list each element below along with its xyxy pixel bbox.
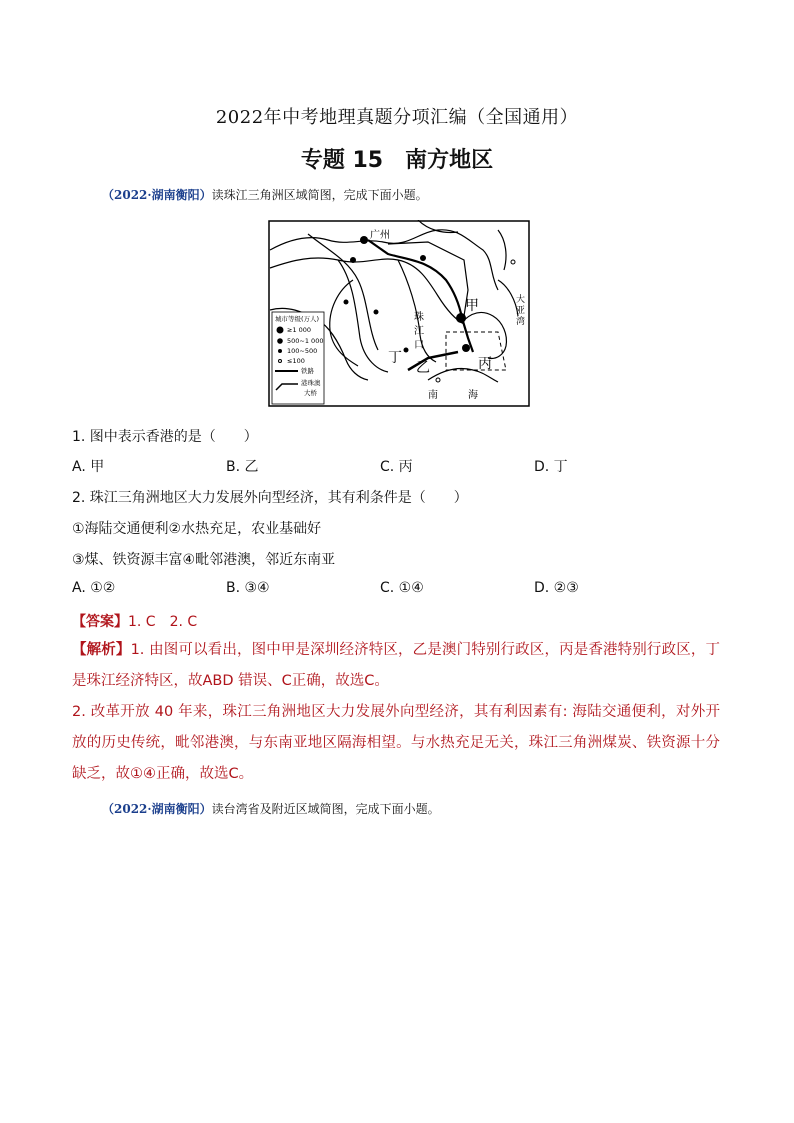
answer-label: 【答案】 — [72, 614, 128, 630]
pearl-river-delta-map — [268, 220, 530, 407]
intro-text: 读珠江三角洲区域简图，完成下面小题。 — [211, 188, 428, 202]
document-title: 2022年中考地理真题分项汇编（全国通用） — [215, 107, 579, 128]
question-1-stem: 1. 图中表示香港的是（ ） — [72, 429, 258, 445]
analysis-paragraph-2: 2. 改革开放 40 年来，珠江三角洲地区大力发展外向型经济，其有利因素有: 海陆交通便利，对外开放的历史传统，毗邻港澳，与东南亚地区隔海相望。与水热充足无关，珠江三角洲煤炭、铁资源十分缺乏，故①④正确，故选C。 — [72, 704, 720, 782]
label-yi: 乙 — [416, 360, 430, 376]
label-zhu: 珠 — [414, 312, 424, 323]
analysis-label: 【解析】 — [72, 642, 131, 658]
label-hai: 海 — [468, 390, 478, 401]
label-bing: 丙 — [478, 356, 492, 372]
label-wan: 湾 — [516, 317, 526, 327]
label-ya: 亚 — [516, 306, 526, 316]
intro-text-2: 读台湾省及附近区域简图，完成下面小题。 — [211, 802, 440, 816]
legend-bridge-1: 港珠澳 — [301, 379, 321, 387]
q1-option-c: C. 丙 — [380, 459, 413, 475]
q2-option-b: B. ③④ — [226, 580, 270, 596]
analysis-text-1: 1. 由图可以看出，图中甲是深圳经济特区，乙是澳门特别行政区，丙是香港特别行政区，丁是珠江经济特区，故ABD 错误、C正确，故选C。 — [72, 642, 720, 689]
label-jia: 甲 — [465, 298, 479, 314]
legend-title: 城市等级(万人) — [275, 315, 320, 323]
label-ding: 丁 — [388, 350, 402, 366]
legend-bridge-2: 大桥 — [304, 389, 317, 397]
q1-option-d: D. 丁 — [534, 459, 568, 475]
answer-text: 1. C 2. C — [128, 614, 198, 630]
q2-option-d: D. ②③ — [534, 580, 579, 596]
label-guangzhou: 广州 — [370, 230, 390, 241]
label-jiang: 江 — [414, 326, 424, 337]
q1-option-b: B. 乙 — [226, 459, 259, 475]
q2-option-c: C. ①④ — [380, 580, 424, 596]
legend-item-4: ≤100 — [287, 357, 305, 365]
legend-item-3: 100~500 — [287, 347, 318, 355]
topic-title — [0, 143, 794, 174]
label-da: 大 — [516, 295, 526, 305]
q2-statement-line-1: ①海陆交通便利②水热充足，农业基础好 — [72, 521, 322, 537]
q2-statement-line-2: ③煤、铁资源丰富④毗邻港澳，邻近东南亚 — [72, 552, 336, 568]
source-tag: （2022·湖南衡阳） — [102, 188, 212, 202]
q2-option-a: A. ①② — [72, 580, 116, 596]
question-intro-2 — [102, 800, 440, 817]
question-intro — [102, 186, 428, 203]
label-nan: 南 — [428, 390, 438, 401]
topic-name: 南方地区 — [405, 148, 494, 173]
answer-line — [72, 611, 197, 631]
topic-number: 专题 15 — [300, 148, 384, 173]
label-kou: 口 — [414, 340, 424, 351]
analysis-paragraph-1 — [72, 635, 720, 697]
q1-option-a: A. 甲 — [72, 459, 105, 475]
source-tag-2: （2022·湖南衡阳） — [102, 802, 212, 816]
legend-item-1: ≥1 000 — [287, 326, 312, 334]
question-2-stem: 2. 珠江三角洲地区大力发展外向型经济，其有利条件是（ ） — [72, 490, 468, 506]
map-legend — [272, 312, 324, 404]
legend-rail: 铁路 — [301, 367, 314, 375]
legend-item-2: 500~1 000 — [287, 337, 324, 345]
